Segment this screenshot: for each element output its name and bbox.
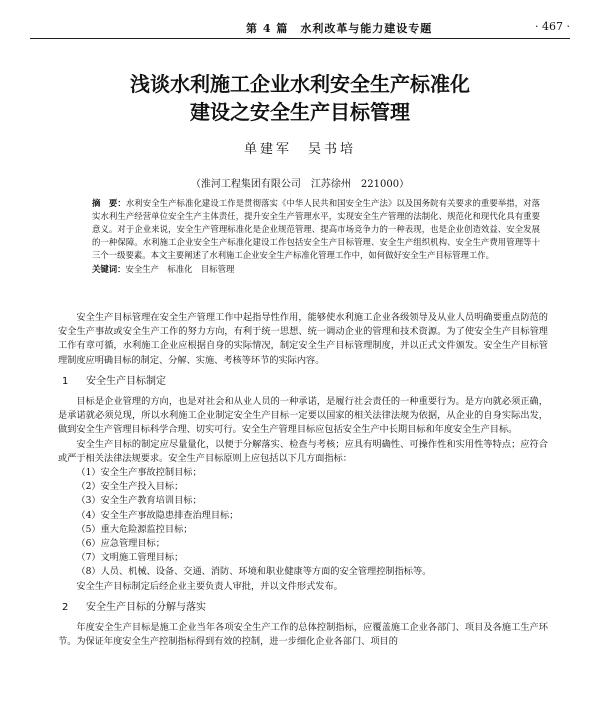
section-1-heading	[58, 375, 548, 389]
title-line-1: 浅谈水利施工企业水利安全生产标准化	[130, 72, 470, 96]
list-item: （5）重大危险源监控目标；	[76, 523, 193, 535]
body-text	[58, 311, 548, 649]
section-2-number: 2	[62, 601, 69, 613]
section-1-paragraph-2: 安全生产目标的制定应尽量量化，以便于分解落实、检查与考核；应具有明确性、可操作性和实用性等特点；应符合或严于相关法律法规要求。安全生产目标原则上应包括以下几方面指标：	[58, 438, 548, 464]
section-1-paragraph-1: 目标是企业管理的方向，也是对社会和从业人员的一种承诺，是履行社会责任的一种重要行为。是方向就必须正确，是承诺就必须兑现，所以水利施工企业制定安全生产目标一定要以国家的相关法律法规为依据，从企业的自身实际出发，做到安全生产管理目标科学合理、切实可行。安全生产管理目标应包括安全生产中长期目标和年度安全生产目标。	[58, 396, 548, 436]
paper-title	[0, 70, 600, 126]
running-header	[30, 18, 570, 39]
section-2-heading	[58, 601, 548, 615]
section-1-number: 1	[62, 375, 69, 387]
abstract-text: 水利安全生产标准化建设工作是贯彻落实《中华人民共和国安全生产法》以及国务院有关要求的重要举措，对落实水利生产经营单位安全生产主体责任，提升安全生产管理水平，实现安全生产管理的法制化、规范化和现代化具有重要意义。对于企业来说，安全生产管理标准化是企业规范管理、提高市场竞争力的一种表现，也是企业创造效益、安全发展的一种保障。水利施工企业安全生产标准化建设工作包括安全生产目标管理、安全生产组织机构、安全生产费用管理等十三个一级要素。本文主要阐述了水利施工企业安全生产标准化管理工作中，如何做好安全生产目标管理工作。	[92, 198, 541, 261]
list-item: （7）文明施工管理目标；	[76, 552, 184, 564]
list-item: （8）人员、机械、设备、交通、消防、环境和职业健康等方面的安全管理控制指标等。	[76, 566, 432, 578]
page-number: · 467 ·	[535, 20, 570, 33]
keywords-label: 关键词：	[92, 264, 126, 275]
section-2-paragraph-1: 年度安全生产目标是施工企业当年各项安全生产工作的总体控制指标，应覆盖施工企业各部门、项目及各施工生产环节。为保证年度安全生产控制指标得到有效的控制，进一步细化企业各部门、项目的	[58, 622, 548, 648]
list-item: （4）安全生产事故隐患排查治理目标；	[76, 509, 239, 521]
intro-paragraph: 安全生产目标管理在安全生产管理工作中起指导性作用，能够使水利施工企业各级领导及从业人员明确要重点防范的安全生产事故或安全生产工作的努力方向，有利于统一思想、统一调动企业的管理和技术资源。为了使安全生产目标管理工作有章可循，水利施工企业应根据自身的实际情况，制定安全生产目标管理制度，并以正式文件颁发。安全生产目标管理制度应明确目标的制定、分解、实施、考核等环节的实际内容。	[58, 312, 548, 366]
authors: 单建军 吴书培	[243, 142, 356, 157]
abstract-label: 摘 要：	[92, 198, 126, 208]
keywords-text: 安全生产 标准化 目标管理	[125, 264, 235, 275]
list-item: （6）应急管理目标；	[76, 538, 165, 550]
list-item: （3）安全生产教育培训目标；	[76, 495, 202, 507]
list-item: （2）安全生产投入目标；	[76, 481, 184, 493]
title-line-2: 建设之安全生产目标管理	[190, 100, 410, 124]
section-1-title: 安全生产目标制定	[86, 375, 166, 387]
header-section: 第 4 篇 水利改革与能力建设专题	[246, 22, 433, 35]
section-1-paragraph-3: 安全生产目标制定后经企业主要负责人审批，并以文件形式发布。	[76, 580, 343, 592]
affiliation: （淮河工程集团有限公司 江苏徐州 221000）	[190, 179, 410, 190]
section-2-title: 安全生产目标的分解与落实	[86, 601, 206, 613]
abstract	[92, 197, 540, 277]
list-item: （1）安全生产事故控制目标；	[76, 467, 202, 479]
